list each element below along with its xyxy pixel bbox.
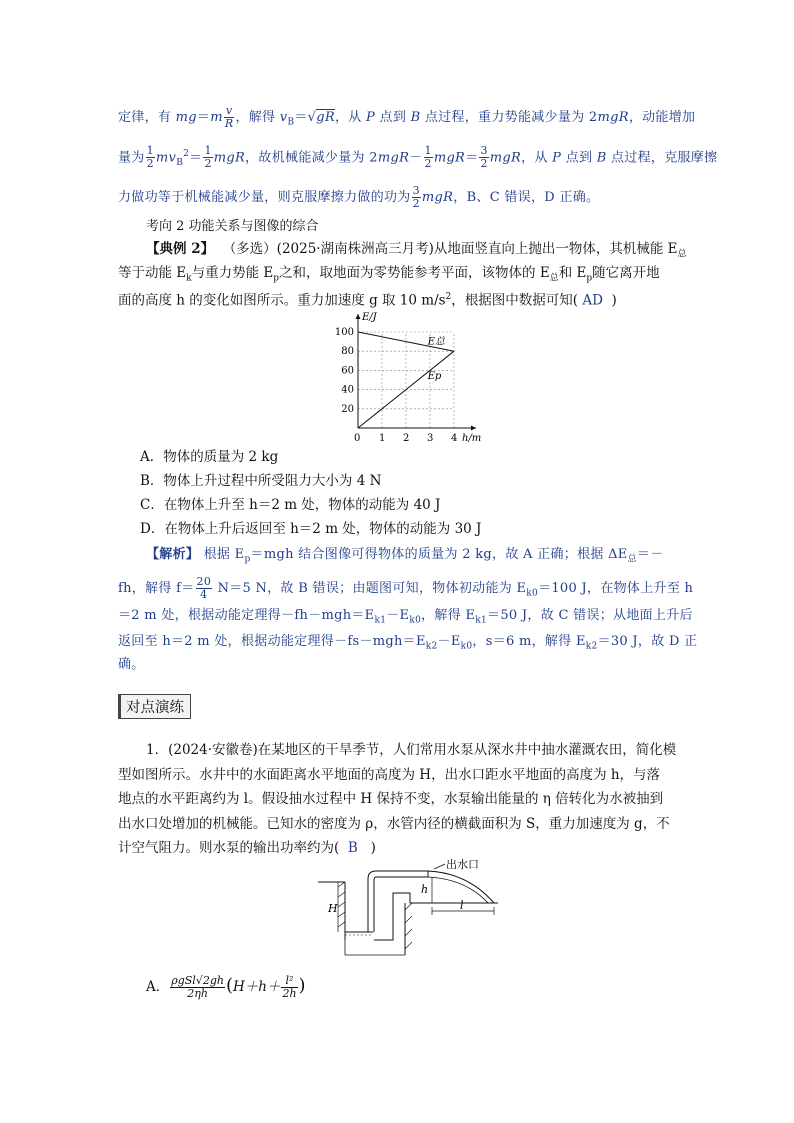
option-d: D．在物体上升后返回至 h＝2 m 处，物体的动能为 30 J [140,521,482,537]
analysis-line-4: 返回至 h＝2 m 处，根据动能定理得$-fs-mgh=E_{k2}-E_{k0}$，s＝6 m，解得 $E_{k2}=30$ J，故 D 正 [118,634,698,652]
x-axis-label: h/m [462,433,482,442]
analysis-line-3: ＝2 m 处，根据动能定理得$-fh-mgh=E_{k1}-E_{k0}$，解得 $E_{k1}=50$ J，故 C 错误；从地面上升后 [118,608,693,626]
question-1-line-2: 型如图所示。水井中的水面距离水平地面的高度为 H，出水口距水平地面的高度为 h，与落 [118,767,661,783]
series-label-total: E总 [427,336,445,348]
x-tick-label: 0 [354,433,361,442]
solution-line-1: 定律，有 mg＝m $\frac{v}{R}$ ，解得 $v_B=√gR$，从 P 点到 B 点过程，重力势能减少量为 2mgR，动能增加 [118,104,696,130]
outlet-label: 出水口 [446,858,479,871]
option-c: C．在物体上升至 h＝2 m 处，物体的动能为 40 J [140,497,441,513]
H-label: H [328,902,338,915]
y-tick-label: 40 [341,384,354,396]
x-tick-label: 3 [427,433,434,442]
practice-header: 对点演练 [118,694,191,719]
example-line-3: 面的高度 h 的变化如图所示。重力加速度 g 取 10 $m/s^2$，根据图中数据可知( AD ) [118,292,617,309]
option-a: A．物体的质量为 2 kg [140,449,279,465]
y-tick-label: 80 [341,346,354,358]
option-b: B．物体上升过程中所受阻力大小为 4 N [140,473,382,489]
q1-option-a: A． $\frac{\text{ρgSl√2gh}}{2\eta h}$ (H＋h＋ $\frac{\text{l²}}{2h}$ ) [146,974,306,1000]
y-axis-arrow [356,314,361,319]
x-tick-label: 1 [379,433,386,442]
x-axis-arrow [471,426,476,431]
solution-line-2: 量为 $\frac{1}{2}$ $mv_B^2=$ $\frac{1}{2}$ mgR，故机械能减少量为 2mgR－ $\frac{1}{2}$ mgR＝ $\frac{3}{2}$ mgR，从 P 点到 B 点过程，克服摩擦 [118,144,718,171]
series-label-potential: Ep [427,371,442,383]
y-tick-label: 100 [334,327,354,338]
section-title: 考向 2 功能关系与图像的综合 [146,219,319,234]
l-label: l [460,899,464,912]
analysis-tag: 【解析】 [146,547,200,562]
y-tick-label: 20 [341,403,354,415]
question-1-answer: B [347,840,358,856]
question-1-line-5: 计空气阻力。则水泵的输出功率约为( B ) [118,840,376,856]
question-1-line-1: 1．(2024·安徽卷)在某地区的干旱季节，人们常用水泵从深水井中抽水灌溉农田，简化模 [146,742,677,758]
energy-chart [330,310,490,442]
analysis-line-5: 确。 [118,657,145,672]
example-answer: AD [582,292,603,309]
h-label: h [421,883,429,896]
pump-diagram [318,855,518,965]
y-axis-label: E/J [362,312,377,323]
x-tick-label: 4 [451,433,458,442]
x-tick-label: 2 [403,433,410,442]
question-1-line-4: 出水口处增加的机械能。已知水的密度为 ρ，水管内径的横截面积为 S，重力加速度为 g，不 [118,816,670,832]
analysis-line-2: fh，解得 f＝ $\frac{20}{4}$ N＝5 N，故 B 错误；由题图可知，物体初动能为 $E_{k0}=100$ J，在物体上升至 h [118,575,694,601]
solution-line-3: 力做功等于机械能减少量，则克服摩擦力做的功为 $\frac{3}{2}$ mgR，B、C 错误，D 正确。 [118,184,600,210]
example-line-1: 【典例 2】 （多选）(2025·湖南株洲高三月考)从地面竖直向上抛出一物体，其机械能 $E_总$ [146,241,687,260]
pipe [368,871,428,932]
y-tick-label: 60 [341,365,354,377]
analysis-line-1: 【解析】 根据 $E_p=mgh$ 结合图像可得物体的质量为 2 kg，故 A 正确；根据 $\Delta E_总=-$ [146,547,664,565]
example-line-2: 等于动能 $E_k$与重力势能 $E_p$之和，取地面为零势能参考平面，该物体的 $E_总$和 $E_p$随它离开地 [118,265,660,284]
example-tag: 【典例 2】 [146,241,215,257]
question-1-line-3: 地点的水平距离约为 l。假设抽水过程中 H 保持不变，水泵输出能量的 η 倍转化为水被抽到 [118,791,664,807]
